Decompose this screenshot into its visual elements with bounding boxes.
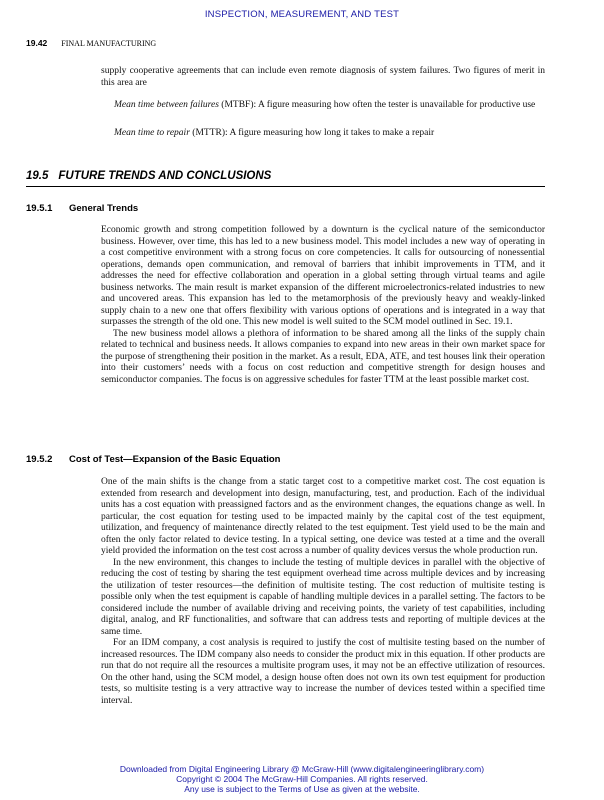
general-trends-body — [101, 225, 545, 386]
subsection-title: Cost of Test—Expansion of the Basic Equation — [69, 454, 281, 465]
footer-terms: Any use is subject to the Terms of Use as given at the website. — [184, 784, 420, 794]
definition-mtbf — [114, 100, 545, 112]
cost-of-test-body — [101, 477, 545, 707]
running-head: INSPECTION, MEASUREMENT, AND TEST — [204, 9, 400, 20]
section-title: FUTURE TRENDS AND CONCLUSIONS — [58, 170, 272, 182]
paragraph: One of the main shifts is the change from a static target cost to a competitive market cost. The cost equation is extended from research and development into design, manufacturing, test, and production. Each of the individual units has a cost equation with preassigned factors and as the environment changes, the equations change as well. In particular, the cost equation for testing used to be impacted mainly by the capital cost of the test equipment, utilization, and frequency of maintenance directly related to the test equipment. Test yield used to be the main and often the only factor related to device testing. In a typical setting, one device was tested at a time and the overall yield provided the information on the test cost across a number of quality devices versus the whole production run. — [101, 477, 545, 556]
definition-term: Mean time to repair — [114, 128, 190, 138]
subsection-heading-general-trends — [26, 203, 138, 214]
section-rule — [26, 186, 545, 187]
paragraph: supply cooperative agreements that can include even remote diagnosis of system failures. Two figures of merit in this area are — [101, 66, 545, 88]
subsection-title: General Trends — [69, 203, 139, 214]
section-number: 19.5 — [26, 170, 49, 182]
paragraph: The new business model allows a plethora of information to be shared among all the links of the supply chain related to technical and business needs. It allows companies to expand into new areas in their own market space for the purpose of strengthening their position in the market. As a result, EDA, ATE, and test houses link their operation into their customers’ needs with a focus on cost reduction and competitive strength for design houses and semiconductor companies. The focus is on aggressive schedules for faster TTM at the least possible market cost. — [101, 328, 545, 385]
footer-copyright: Copyright © 2004 The McGraw-Hill Companies. All rights reserved. — [176, 774, 428, 784]
paragraph: Economic growth and strong competition followed by a downturn is the cyclical nature of the semiconductor business. However, over time, this has led to a new business model. This model includes a new way of operating in a cost competitive environment with a strong focus on core competencies. It calls for outsourcing of nonessential operations, demands open communication, and removal of barriers that inhibit improvements in TTM, and it addresses the need for effective collaboration and operation in a global setting through virtual teams and agile business networks. The main result is market expansion of the different microelectronics-related industries to new and uncovered areas. This expansion has led to the metamorphosis of the previously heavy and weakly-linked supply chain to a new one that offers flexibility with various options of operations and is integrated in a way that surpasses the strength of the old one. This new model is well suited to the SCM model outlined in Sec. 19.1. — [101, 225, 545, 327]
chapter-title: FINAL MANUFACTURING — [61, 39, 157, 48]
paragraph: For an IDM company, a cost analysis is required to justify the cost of multisite testing based on the number of increased resources. The IDM company also needs to consider the product mix in this equation. If other products are run that do not require all the resources a multisite program uses, it may not be an effective utilization of resources. On the other hand, using the SCM model, a design house often does not own its own test equipment for production tests, so multisite testing is a very attractive way to increase the number of devices tested within a specified time interval. — [101, 638, 545, 706]
subsection-heading-cost-of-test — [26, 454, 280, 465]
subsection-number: 19.5.1 — [26, 203, 53, 214]
footer — [0, 764, 604, 794]
definition-text: (MTTR): A figure measuring how long it takes to make a repair — [189, 128, 435, 138]
subsection-number: 19.5.2 — [26, 454, 53, 465]
footer-download-link[interactable]: Downloaded from Digital Engineering Library @ McGraw-Hill (www.digitalengineeringlibrary.com) — [119, 764, 485, 774]
section-heading — [26, 170, 271, 182]
definition-term: Mean time between failures — [114, 100, 219, 110]
page-number: 19.42 — [26, 38, 48, 48]
definition-text: (MTBF): A figure measuring how often the tester is unavailable for productive use — [218, 100, 536, 110]
paragraph: In the new environment, this changes to include the testing of multiple devices in parallel with the objective of reducing the cost of testing by sharing the test equipment overhead time across multiple devices and by increasing the utilization of tester resources—the definition of multisite testing. The cost reduction of multisite testing is possible only when the test equipment is capable of handling multiple devices in a parallel setting. The factors to be considered include the number of available driving and receiving points, the variety of test capabilities, including digital, analog, and RF functionalities, and software that can address tests and reporting of multiple devices at the same time. — [101, 557, 545, 637]
folio — [26, 38, 156, 48]
intro-paragraph — [101, 66, 545, 89]
definition-mttr — [114, 128, 545, 140]
